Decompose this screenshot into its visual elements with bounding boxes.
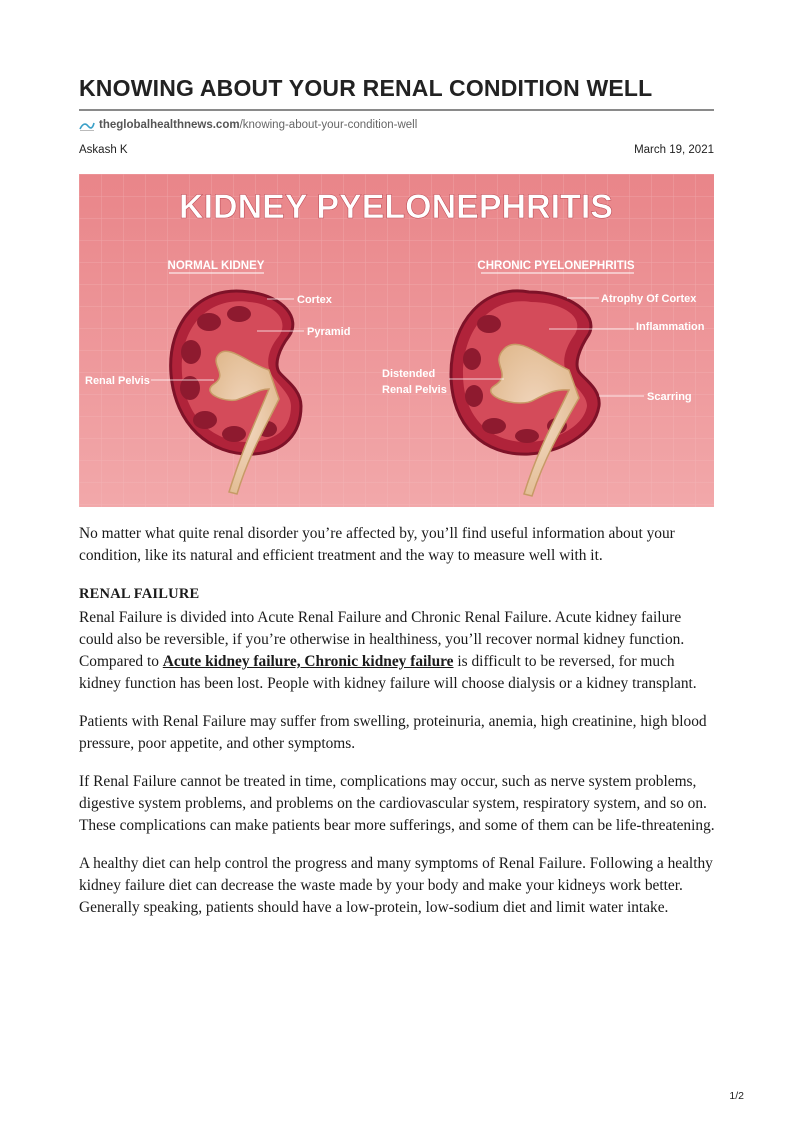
- intro-paragraph: No matter what quite renal disorder you’re affected by, you’ll find useful information about your condition, like its natural and efficient treatment and the way to measure well with it.: [79, 525, 675, 564]
- label-atrophy-of-cortex: Atrophy Of Cortex: [601, 293, 697, 305]
- label-pyramid: Pyramid: [307, 326, 351, 338]
- source-url[interactable]: [79, 118, 715, 132]
- site-logo-icon: [79, 118, 95, 132]
- normal-kidney-heading: NORMAL KIDNEY: [167, 260, 265, 272]
- chronic-pyelonephritis-heading: CHRONIC PYELONEPHRITIS: [477, 260, 635, 272]
- hero-title: KIDNEY PYELONEPHRITIS: [179, 188, 613, 226]
- label-inflammation: Inflammation: [636, 321, 705, 333]
- label-scarring: Scarring: [647, 391, 692, 403]
- paragraph-2: Patients with Renal Failure may suffer from swelling, proteinuria, anemia, high creatinine, high blood pressure, poor appetite, and other symptoms.: [79, 713, 707, 752]
- paragraph-3: If Renal Failure cannot be treated in time, complications may occur, such as nerve system problems, digestive system problems, and problems on the cardiovascular system, respiratory system, and so on. These complications can make patients bear more sufferings, and some of them can be life-threatening.: [79, 773, 715, 834]
- label-renal-pelvis: Renal Pelvis: [85, 375, 150, 387]
- title-divider: [79, 109, 714, 111]
- section-heading-renal-failure: RENAL FAILURE: [79, 586, 200, 602]
- page-title: KNOWING ABOUT YOUR RENAL CONDITION WELL: [79, 75, 653, 101]
- paragraph-1: Renal Failure is divided into Acute Renal Failure and Chronic Renal Failure. Acute kidney failure could also be reversible, if you’re otherwise in healthiness, you’ll recover normal kidney function. Compared to Acute kidney failure, Chronic kidney failure is difficult to be reversed, for much kidney function has been lost. People with kidney failure will choose dialysis or a kidney transplant.: [79, 609, 697, 692]
- article-meta: [79, 144, 714, 156]
- label-cortex: Cortex: [297, 294, 332, 306]
- article-body: [79, 523, 719, 935]
- author: Askash K: [79, 144, 128, 156]
- page-number: 1/2: [729, 1090, 744, 1102]
- kidney-pyelonephritis-illustration: [79, 174, 714, 507]
- acute-chronic-kidney-failure-link[interactable]: Acute kidney failure, Chronic kidney failure: [162, 653, 454, 670]
- label-distended-1: Distended: [382, 368, 436, 380]
- source-domain[interactable]: theglobalhealthnews.com: [99, 119, 240, 131]
- label-distended-2: Renal Pelvis: [382, 384, 447, 396]
- paragraph-4: A healthy diet can help control the progress and many symptoms of Renal Failure. Following a healthy kidney failure diet can decrease the waste made by your body and make your kidneys work better. Generally speaking, patients should have a low-protein, low-sodium diet and limit water intake.: [79, 855, 713, 916]
- publish-date: March 19, 2021: [634, 144, 714, 156]
- source-path[interactable]: /knowing-about-your-condition-well: [239, 119, 418, 131]
